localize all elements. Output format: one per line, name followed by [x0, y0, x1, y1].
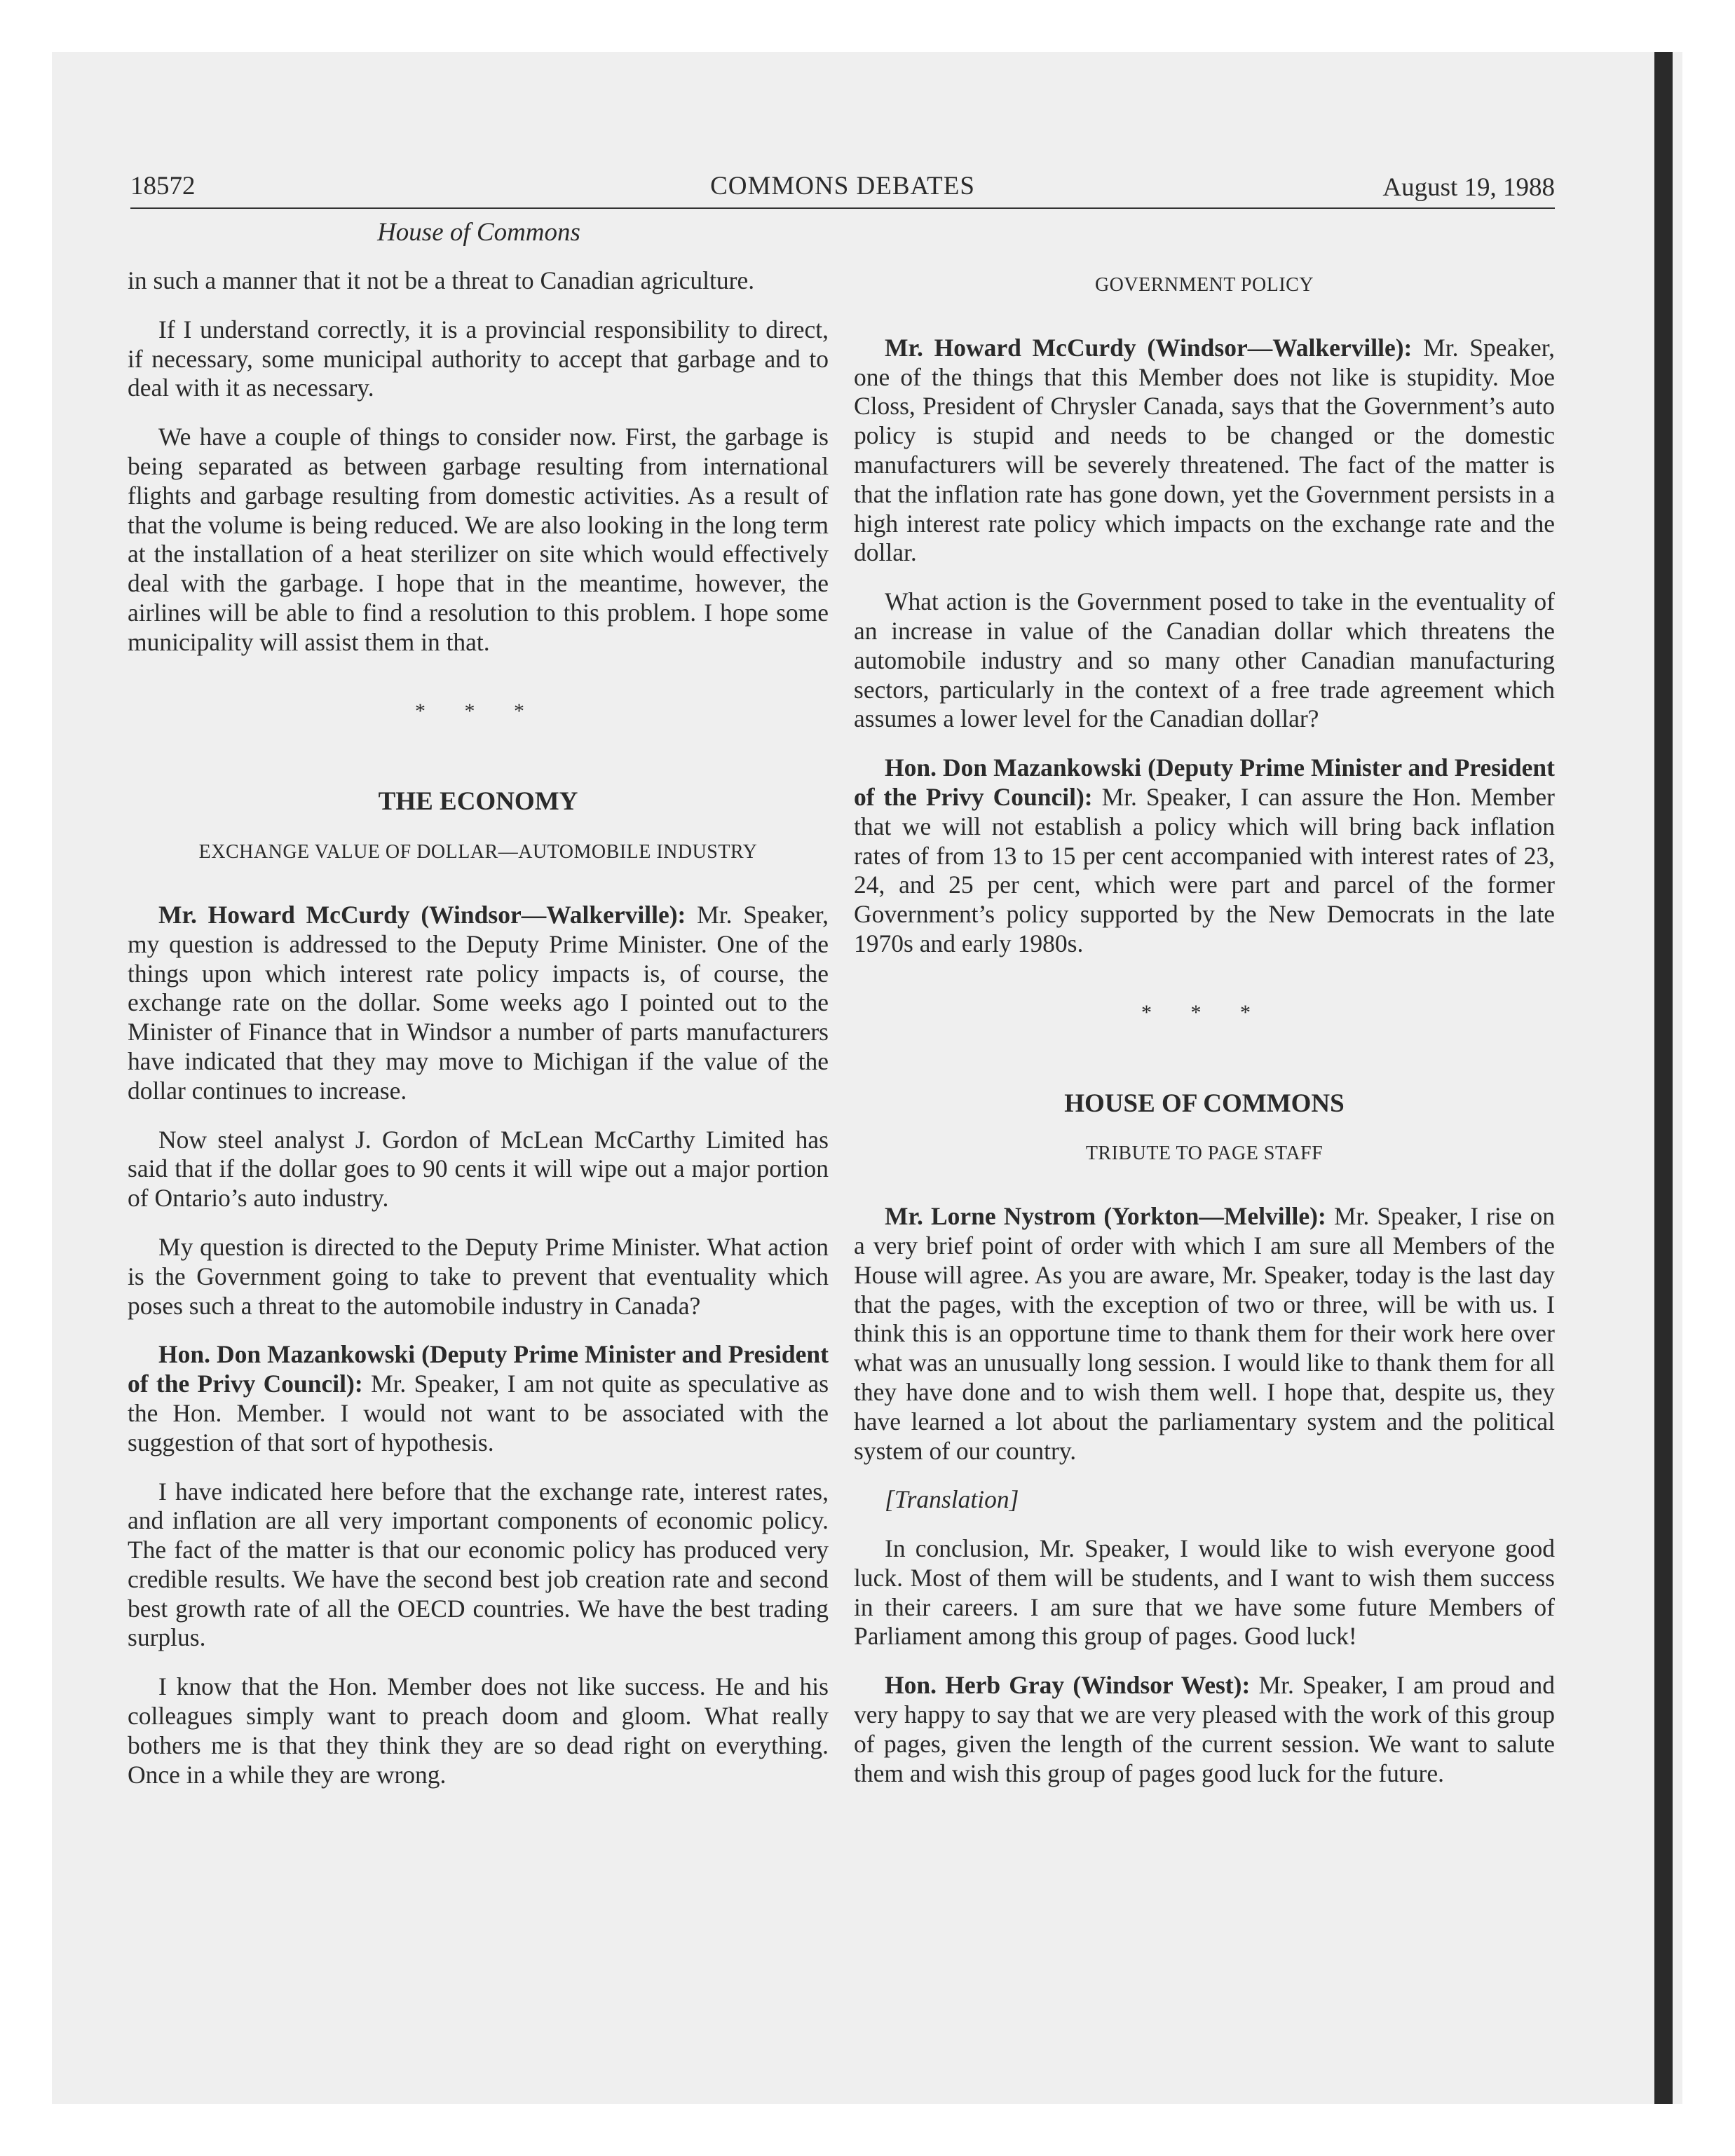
speech-paragraph	[128, 901, 829, 1106]
paragraph: in such a manner that it not be a threat to Canadian agriculture.	[128, 266, 755, 294]
section-separator: * * *	[1141, 1000, 1267, 1024]
translation-tag: [Translation]	[885, 1485, 1019, 1514]
paragraph: We have a couple of things to consider now. First, the garbage is being separated as between garbage resulting from international flights and garbage resulting from domestic activities. As a result of that the volume is being reduced. We are also looking in the long term at the installation of a heat sterilizer on site which would effectively deal with the garbage. I hope that in the meantime, however, the airlines will be able to find a resolution to this problem. I hope some municipality will assist them in that.	[128, 423, 829, 656]
paragraph: If I understand correctly, it is a provincial responsibility to direct, if necessary, some municipal authority to accept that garbage and to deal with it as necessary.	[128, 315, 829, 402]
left-column	[128, 266, 829, 1809]
subsection-title: TRIBUTE TO PAGE STAFF	[1085, 1142, 1324, 1165]
paragraph: My question is directed to the Deputy Prime Minister. What action is the Government going to take to prevent that eventuality which poses such a threat to the automobile industry in Canada?	[128, 1232, 829, 1320]
page-number: 18572	[130, 172, 196, 200]
speech-text: Mr. Speaker, one of the things that this Member does not like is stupidity. Moe Closs, President of Chrysler Canada, says that the Government’s auto policy is stupid and needs to be changed or the domestic manufacturers will be severely threatened. The fact of the matter is that the inflation rate has gone down, yet the Government persists in a high interest rate policy which impacts on the exchange rate and the dollar.	[854, 333, 1556, 567]
chamber-subheader: House of Commons	[377, 218, 580, 247]
speech-paragraph	[854, 1671, 1555, 1788]
speech-text: Mr. Speaker, I can assure the Hon. Member that we will not establish a policy which will bring back inflation rates of from 13 to 15 per cent accompanied with interest rates of 23, 24, and 25 per cent, which were part and parcel of the former Government’s policy supported by the New Democrats in the late 1970s and early 1980s.	[854, 782, 1556, 957]
right-column	[854, 268, 1555, 1808]
running-header	[130, 168, 1555, 209]
speech-paragraph	[128, 1340, 829, 1457]
speaker-name: Mr. Lorne Nystrom (Yorkton—Melville):	[885, 1202, 1326, 1231]
translation-label: Translation	[894, 1485, 1009, 1514]
publication-date: August 19, 1988	[1382, 173, 1555, 202]
speech-paragraph	[854, 753, 1555, 959]
section-title: HOUSE OF COMMONS	[1064, 1089, 1345, 1118]
paragraph: What action is the Government posed to take in the eventuality of an increase in value of the Canadian dollar which threatens the automobile industry and so many other Canadian manufacturing sectors, particularly in the context of a free trade agreement which assumes a lower level for the Canadian dollar?	[854, 587, 1555, 733]
speaker-name: Hon. Don Mazankowski (Deputy Prime Minister and President of the Privy Council):	[128, 1340, 829, 1398]
speech-paragraph	[854, 334, 1555, 568]
publication-title: COMMONS DEBATES	[710, 172, 975, 200]
paragraph: In conclusion, Mr. Speaker, I would like to wish everyone good luck. Most of them will be students, and I want to wish them success in their careers. I am sure that we have some future Members of Parliament among this group of pages. Good luck!	[854, 1534, 1555, 1651]
page-edge-shadow	[1654, 52, 1673, 2104]
subsection-title: GOVERNMENT POLICY	[1094, 274, 1314, 296]
speaker-name: Hon. Don Mazankowski (Deputy Prime Minister and President of the Privy Council):	[854, 753, 1555, 811]
section-title: THE ECONOMY	[378, 787, 578, 817]
paragraph: I know that the Hon. Member does not like success. He and his colleagues simply want to preach doom and gloom. What really bothers me is that they think they are so dead right on everything. Once in a while they are wrong.	[128, 1672, 829, 1789]
section-separator: * * *	[415, 699, 541, 723]
speech-text: Mr. Speaker, I am proud and very happy to say that we are very pleased with the work of this group of pages, given the length of the current session. We want to salute them and wish this group of pages good luck for the future.	[854, 1671, 1556, 1787]
speech-text: Mr. Speaker, my question is addressed to the Deputy Prime Minister. One of the things upon which interest rate policy impacts is, of course, the exchange rate on the dollar. Some weeks ago I pointed out to the Minister of Finance that in Windsor a number of parts manufacturers have indicated that they may move to Michigan if the value of the dollar continues to increase.	[128, 900, 829, 1105]
speech-text: Mr. Speaker, I am not quite as speculative as the Hon. Member. I would not want to be associated with the suggestion of that sort of hypothesis.	[128, 1370, 829, 1456]
speech-paragraph	[854, 1202, 1555, 1466]
speaker-name: Hon. Herb Gray (Windsor West):	[885, 1671, 1251, 1700]
speaker-name: Mr. Howard McCurdy (Windsor—Walkerville):	[885, 333, 1413, 362]
paragraph: I have indicated here before that the exchange rate, interest rates, and inflation are all very important components of economic policy. The fact of the matter is that our economic policy has produced very credible results. We have the second best job creation rate and second best growth rate of all the OECD countries. We have the best trading surplus.	[128, 1477, 829, 1652]
speech-text: Mr. Speaker, I rise on a very brief point of order with which I am sure all Members of the House will agree. As you are aware, Mr. Speaker, today is the last day that the pages, with the exception of two or three, will be with us. I think this is an opportune time to thank them for their work here over what was an unusually long session. I would like to thank them for all they have done and to wish them well. I hope that, despite us, they have learned a lot about the parliamentary system and the political system of our country.	[854, 1202, 1555, 1465]
subsection-title: EXCHANGE VALUE OF DOLLAR—AUTOMOBILE INDUSTRY	[198, 841, 758, 864]
paragraph: Now steel analyst J. Gordon of McLean McCarthy Limited has said that if the dollar goes to 90 cents it will wipe out a major portion of Ontario’s auto industry.	[128, 1125, 829, 1213]
speaker-name: Mr. Howard McCurdy (Windsor—Walkerville):	[158, 900, 686, 929]
